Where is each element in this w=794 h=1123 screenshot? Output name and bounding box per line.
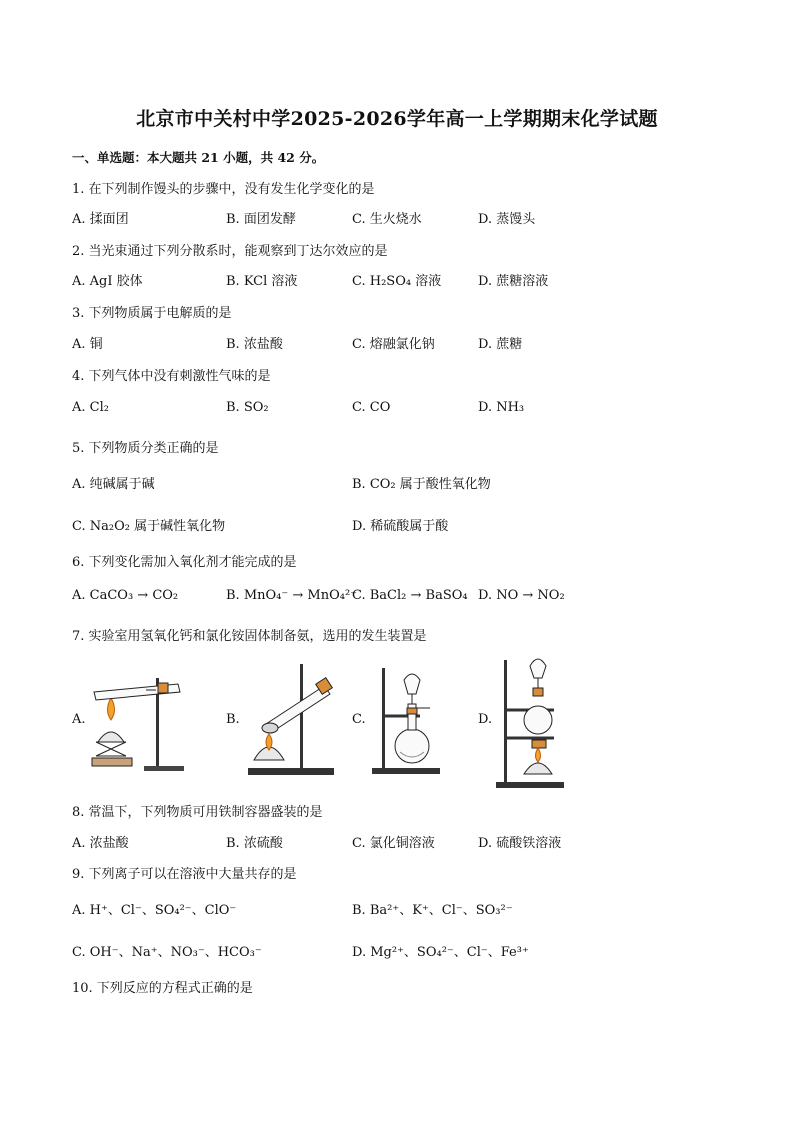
q7-option-c: C.	[352, 712, 366, 727]
q5-option-a: A. 纯碱属于碱	[72, 477, 155, 492]
question-3-stem: 3. 下列物质属于电解质的是	[72, 306, 232, 321]
q1-option-b: B. 面团发酵	[226, 212, 296, 227]
q4-option-b: B. SO₂	[226, 400, 269, 415]
q9-option-a: A. H⁺、Cl⁻、SO₄²⁻、ClO⁻	[72, 903, 237, 918]
q5-option-b: B. CO₂ 属于酸性氧化物	[352, 477, 491, 492]
q3-option-d: D. 蔗糖	[478, 337, 523, 352]
question-5-stem: 5. 下列物质分类正确的是	[72, 441, 219, 456]
q8-option-c: C. 氯化铜溶液	[352, 836, 435, 851]
q2-option-b: B. KCl 溶液	[226, 274, 298, 289]
q6-option-b: B. MnO₄⁻ → MnO₄²⁻	[226, 588, 358, 603]
q4-option-d: D. NH₃	[478, 400, 525, 415]
question-2-stem: 2. 当光束通过下列分散系时，能观察到丁达尔效应的是	[72, 244, 388, 259]
q9-option-c: C. OH⁻、Na⁺、NO₃⁻、HCO₃⁻	[72, 945, 262, 960]
q7-option-a: A.	[72, 712, 86, 727]
apparatus-a-diagram	[86, 670, 196, 775]
q3-option-b: B. 浓盐酸	[226, 337, 283, 352]
q2-option-c: C. H₂SO₄ 溶液	[352, 274, 442, 289]
q2-option-a: A. AgI 胶体	[72, 274, 143, 289]
q3-option-c: C. 熔融氯化钠	[352, 337, 435, 352]
apparatus-c-diagram	[370, 664, 450, 776]
q9-option-b: B. Ba²⁺、K⁺、Cl⁻、SO₃²⁻	[352, 903, 513, 918]
q1-option-d: D. 蒸馒头	[478, 212, 536, 227]
page-title: 北京市中关村中学2025-2026学年高一上学期期末化学试题	[136, 108, 658, 130]
q7-option-b: B.	[226, 712, 240, 727]
q6-option-a: A. CaCO₃ → CO₂	[72, 588, 179, 603]
question-8-stem: 8. 常温下，下列物质可用铁制容器盛装的是	[72, 805, 323, 820]
q1-option-a: A. 揉面团	[72, 212, 129, 227]
q8-option-b: B. 浓硫酸	[226, 836, 283, 851]
q9-option-d: D. Mg²⁺、SO₄²⁻、Cl⁻、Fe³⁺	[352, 945, 529, 960]
question-6-stem: 6. 下列变化需加入氧化剂才能完成的是	[72, 555, 297, 570]
q5-option-c: C. Na₂O₂ 属于碱性氧化物	[72, 519, 226, 534]
q5-option-d: D. 稀硫酸属于酸	[352, 519, 449, 534]
apparatus-b-diagram	[244, 664, 344, 779]
q6-option-c: C. BaCl₂ → BaSO₄	[352, 588, 468, 603]
q4-option-c: C. CO	[352, 400, 391, 415]
question-7-stem: 7. 实验室用氢氧化钙和氯化铵固体制备氨，选用的发生装置是	[72, 629, 427, 644]
q3-option-a: A. 铜	[72, 337, 103, 352]
apparatus-d-diagram	[496, 652, 576, 790]
q6-option-d: D. NO → NO₂	[478, 588, 565, 603]
question-1-stem: 1. 在下列制作馒头的步骤中，没有发生化学变化的是	[72, 182, 375, 197]
q1-option-c: C. 生火烧水	[352, 212, 422, 227]
q4-option-a: A. Cl₂	[72, 400, 109, 415]
q2-option-d: D. 蔗糖溶液	[478, 274, 549, 289]
question-10-stem: 10. 下列反应的方程式正确的是	[72, 981, 253, 996]
question-4-stem: 4. 下列气体中没有刺激性气味的是	[72, 369, 271, 384]
q8-option-d: D. 硫酸铁溶液	[478, 836, 562, 851]
question-9-stem: 9. 下列离子可以在溶液中大量共存的是	[72, 867, 297, 882]
q8-option-a: A. 浓盐酸	[72, 836, 129, 851]
section-heading: 一、单选题：本大题共 21 小题，共 42 分。	[72, 150, 325, 165]
q7-option-d: D.	[478, 712, 493, 727]
